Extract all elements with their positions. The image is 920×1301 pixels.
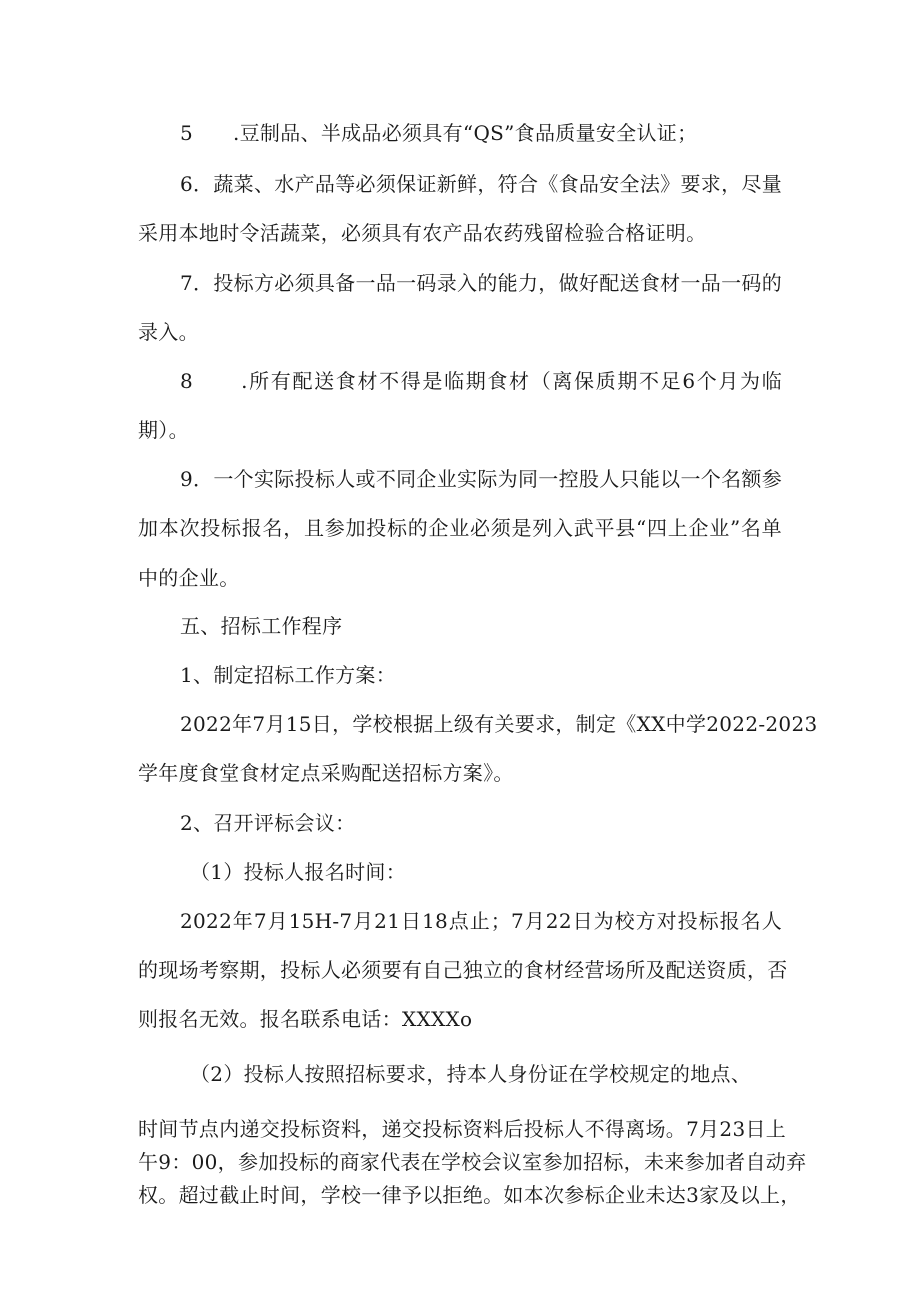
paragraph-line: 的现场考察期，投标人必须要有自己独立的食材经营场所及配送资质，否 bbox=[138, 958, 788, 982]
paragraph-line: 午9：00，参加投标的商家代表在学校会议室参加招标，未来参加者自动弃 bbox=[138, 1150, 807, 1174]
paragraph-line: 时间节点内递交投标资料，递交投标资料后投标人不得离场。7月23日上 bbox=[138, 1117, 787, 1141]
paragraph-line: 8 .所有配送食材不得是临期食材（离保质期不足6个月为临 bbox=[180, 369, 782, 393]
paragraph-line: 学年度食堂食材定点采购配送招标方案》。 bbox=[138, 761, 514, 785]
paragraph-line: 2022年7月15日，学校根据上级有关要求，制定《XX中学2022-2023 bbox=[180, 712, 818, 736]
paragraph-line: 权。超过截止时间，学校一律予以拒绝。如本次参标企业未达3家及以上， bbox=[138, 1183, 801, 1207]
paragraph-line: 加本次投标报名，且参加投标的企业必须是列入武平县“四上企业”名单 bbox=[138, 516, 782, 540]
paragraph-line: 录入。 bbox=[138, 320, 199, 344]
paragraph-line: 则报名无效。报名联系电话：XXXXo bbox=[138, 1007, 473, 1031]
section-heading: 五、招标工作程序 bbox=[180, 614, 343, 638]
item-heading: （1）投标人报名时间： bbox=[190, 860, 407, 884]
subsection-heading: 2、召开评标会议： bbox=[180, 811, 356, 835]
paragraph-line: 6．蔬菜、水产品等必须保证新鲜，符合《食品安全法》要求，尽量 bbox=[180, 172, 782, 196]
paragraph-line: 9．一个实际投标人或不同企业实际为同一控股人只能以一个名额参 bbox=[180, 467, 782, 491]
paragraph-line: 5 .豆制品、半成品必须具有“QS”食品质量安全认证； bbox=[180, 121, 698, 145]
paragraph-line: 采用本地时令活蔬菜，必须具有农产品农药残留检验合格证明。 bbox=[138, 221, 707, 245]
paragraph-line: 期）。 bbox=[138, 418, 189, 442]
paragraph-line: （2）投标人按照招标要求，持本人身份证在学校规定的地点、 bbox=[190, 1062, 752, 1086]
subsection-heading: 1、制定招标工作方案： bbox=[180, 663, 397, 687]
paragraph-line: 中的企业。 bbox=[138, 566, 240, 590]
paragraph-line: 2022年7月15H-7月21日18点止；7月22日为校方对投标报名人 bbox=[180, 909, 782, 933]
paragraph-line: 7．投标方必须具备一品一码录入的能力，做好配送食材一品一码的 bbox=[180, 271, 782, 295]
